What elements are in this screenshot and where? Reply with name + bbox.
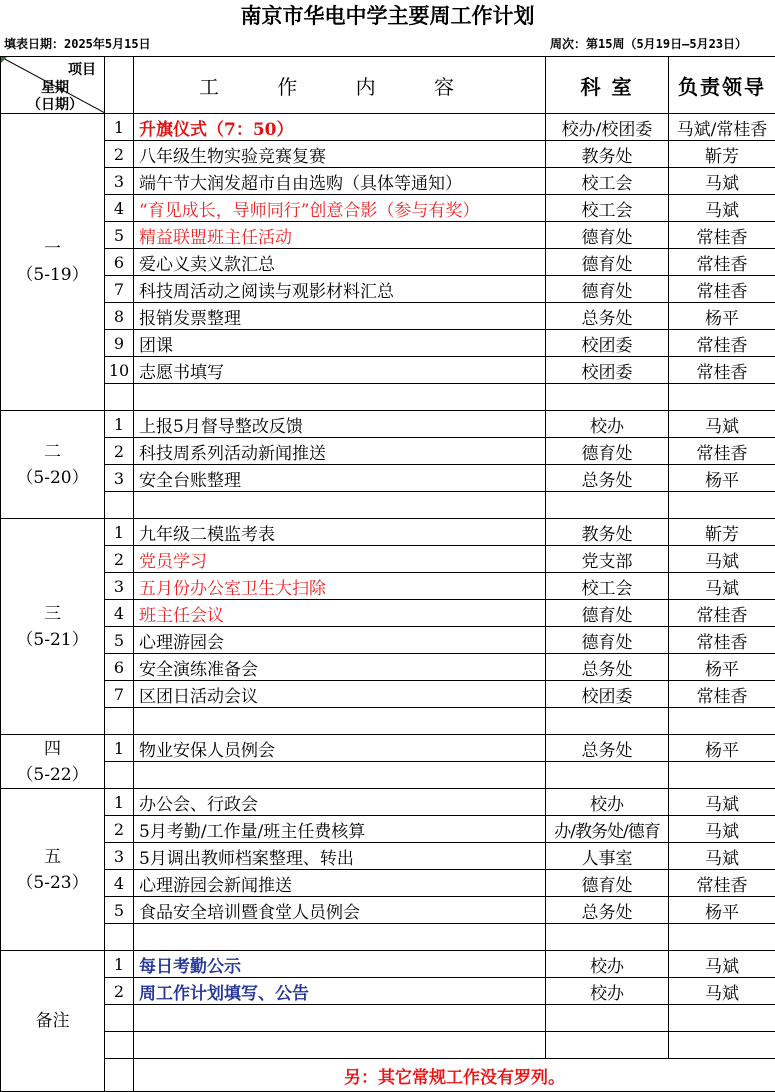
day-date: （5-23） — [1, 870, 104, 896]
row-num: 1 — [105, 519, 134, 546]
row-dept: 教务处 — [546, 519, 669, 546]
row-num: 1 — [105, 411, 134, 438]
table-row — [1, 465, 775, 492]
row-content: 心理游园会新闻推送 — [134, 870, 546, 897]
row-leader: 常桂香 — [669, 276, 775, 303]
row-leader: 常桂香 — [669, 249, 775, 276]
row-num: 10 — [105, 357, 134, 384]
row-leader: 常桂香 — [669, 600, 775, 627]
day-date: （5-21） — [1, 627, 104, 653]
row-num: 2 — [105, 816, 134, 843]
empty-row — [1, 1005, 775, 1032]
table-row — [1, 168, 775, 195]
row-num: 4 — [105, 870, 134, 897]
row-leader: 靳芳 — [669, 519, 775, 546]
row-content: 科技周系列活动新闻推送 — [134, 438, 546, 465]
row-content: 端午节大润发超市自由选购（具体等通知） — [134, 168, 546, 195]
day-name: 四 — [1, 736, 104, 762]
row-leader: 杨平 — [669, 465, 775, 492]
row-leader: 常桂香 — [669, 330, 775, 357]
row-dept: 校办 — [546, 411, 669, 438]
table-row — [1, 303, 775, 330]
table-row — [1, 978, 775, 1005]
day-cell-tue — [1, 411, 105, 519]
table-row — [1, 249, 775, 276]
header-weekday: 星期 — [41, 77, 69, 97]
empty-row — [1, 1032, 775, 1059]
footer-note: 另：其它常规工作没有罗列。 — [134, 1059, 775, 1092]
table-row — [1, 411, 775, 438]
row-leader: 马斌/常桂香 — [669, 114, 775, 141]
day-name: 一 — [1, 236, 104, 262]
row-num: 7 — [105, 681, 134, 708]
row-leader: 杨平 — [669, 897, 775, 924]
row-dept: 总务处 — [546, 897, 669, 924]
day-date: （5-22） — [1, 762, 104, 788]
row-content: 报销发票整理 — [134, 303, 546, 330]
row-num: 1 — [105, 114, 134, 141]
row-num: 6 — [105, 654, 134, 681]
row-num: 1 — [105, 951, 134, 978]
header-num — [105, 57, 134, 114]
day-cell-mon — [1, 114, 105, 411]
row-dept: 德育处 — [546, 276, 669, 303]
row-content: 升旗仪式（7：50） — [134, 114, 546, 141]
row-num: 2 — [105, 978, 134, 1005]
week-info: 周次：第15周（5月19日—5月23日） — [550, 33, 747, 55]
row-dept: 德育处 — [546, 222, 669, 249]
row-content: 物业安保人员例会 — [134, 735, 546, 762]
row-dept: 德育处 — [546, 249, 669, 276]
page-title: 南京市华电中学主要周工作计划 — [0, 0, 775, 32]
row-num: 5 — [105, 897, 134, 924]
header-date: （日期） — [27, 94, 83, 114]
row-leader: 常桂香 — [669, 681, 775, 708]
row-leader: 马斌 — [669, 546, 775, 573]
row-dept: 校办 — [546, 789, 669, 816]
row-num: 4 — [105, 600, 134, 627]
row-content: 八年级生物实验竞赛复赛 — [134, 141, 546, 168]
row-dept: 校团委 — [546, 357, 669, 384]
fill-date: 填表日期：2025年5月15日 — [4, 33, 151, 55]
table-row — [1, 681, 775, 708]
day-cell-fri — [1, 789, 105, 951]
row-dept: 校办 — [546, 951, 669, 978]
row-dept: 总务处 — [546, 465, 669, 492]
row-dept: 德育处 — [546, 600, 669, 627]
table-row — [1, 951, 775, 978]
row-dept: 德育处 — [546, 627, 669, 654]
table-row — [1, 438, 775, 465]
table-row — [1, 627, 775, 654]
row-content: 心理游园会 — [134, 627, 546, 654]
day-date: （5-20） — [1, 465, 104, 491]
table-row — [1, 654, 775, 681]
row-num: 8 — [105, 303, 134, 330]
row-dept: 教务处 — [546, 141, 669, 168]
row-content: “育见成长，导师同行”创意合影（参与有奖） — [134, 195, 546, 222]
row-dept: 德育处 — [546, 870, 669, 897]
row-num: 3 — [105, 168, 134, 195]
row-num: 1 — [105, 735, 134, 762]
table-row — [1, 114, 775, 141]
table-row — [1, 573, 775, 600]
row-dept: 德育处 — [546, 438, 669, 465]
day-name: 五 — [1, 844, 104, 870]
day-cell-thu — [1, 735, 105, 789]
day-name: 三 — [1, 601, 104, 627]
row-leader: 马斌 — [669, 843, 775, 870]
header-item: 项目 — [68, 59, 96, 79]
row-num: 2 — [105, 546, 134, 573]
table-row — [1, 222, 775, 249]
row-dept: 总务处 — [546, 654, 669, 681]
row-leader: 马斌 — [669, 789, 775, 816]
row-num: 2 — [105, 438, 134, 465]
row-content: 周工作计划填写、公告 — [134, 978, 546, 1005]
row-dept: 校工会 — [546, 573, 669, 600]
row-num: 2 — [105, 141, 134, 168]
table-row — [1, 600, 775, 627]
row-content: 区团日活动会议 — [134, 681, 546, 708]
table-row — [1, 843, 775, 870]
row-content: 5月调出教师档案整理、转出 — [134, 843, 546, 870]
table-row — [1, 195, 775, 222]
table-row — [1, 519, 775, 546]
row-content: 安全台账整理 — [134, 465, 546, 492]
header-diagonal-cell — [1, 57, 105, 114]
row-leader: 靳芳 — [669, 141, 775, 168]
table-row — [1, 546, 775, 573]
row-dept: 校团委 — [546, 681, 669, 708]
row-content: 爱心义卖义款汇总 — [134, 249, 546, 276]
table-row — [1, 897, 775, 924]
row-content: 团课 — [134, 330, 546, 357]
row-content: 食品安全培训暨食堂人员例会 — [134, 897, 546, 924]
row-leader: 马斌 — [669, 573, 775, 600]
row-num: 4 — [105, 195, 134, 222]
row-content: 九年级二模监考表 — [134, 519, 546, 546]
day-date: （5-19） — [1, 262, 104, 288]
row-leader: 常桂香 — [669, 627, 775, 654]
row-leader: 常桂香 — [669, 438, 775, 465]
row-leader: 马斌 — [669, 195, 775, 222]
header-leader: 负责领导 — [669, 57, 775, 114]
table-row — [1, 816, 775, 843]
footer-row — [1, 1059, 775, 1092]
row-leader: 马斌 — [669, 978, 775, 1005]
table-row — [1, 141, 775, 168]
row-content: 党员学习 — [134, 546, 546, 573]
table-row — [1, 789, 775, 816]
row-num: 5 — [105, 627, 134, 654]
row-num: 3 — [105, 465, 134, 492]
row-num: 9 — [105, 330, 134, 357]
header-work: 工 作 内 容 — [134, 57, 546, 114]
row-content: 安全演练准备会 — [134, 654, 546, 681]
row-leader: 杨平 — [669, 303, 775, 330]
row-leader: 马斌 — [669, 411, 775, 438]
row-content: 班主任会议 — [134, 600, 546, 627]
row-num: 1 — [105, 789, 134, 816]
row-num: 5 — [105, 222, 134, 249]
row-leader: 常桂香 — [669, 222, 775, 249]
row-num: 6 — [105, 249, 134, 276]
table-row — [1, 735, 775, 762]
row-dept: 校团委 — [546, 330, 669, 357]
empty-row — [1, 492, 775, 519]
row-dept: 校工会 — [546, 195, 669, 222]
work-plan-table — [0, 56, 775, 1092]
row-dept: 党支部 — [546, 546, 669, 573]
row-leader: 杨平 — [669, 735, 775, 762]
empty-row — [1, 762, 775, 789]
row-dept: 校工会 — [546, 168, 669, 195]
row-num: 3 — [105, 573, 134, 600]
table-row — [1, 330, 775, 357]
row-leader: 常桂香 — [669, 870, 775, 897]
row-leader: 马斌 — [669, 951, 775, 978]
row-num: 3 — [105, 843, 134, 870]
empty-row — [1, 384, 775, 411]
row-dept: 总务处 — [546, 303, 669, 330]
row-content: 科技周活动之阅读与观影材料汇总 — [134, 276, 546, 303]
row-content: 精益联盟班主任活动 — [134, 222, 546, 249]
empty-row — [1, 924, 775, 951]
row-content: 志愿书填写 — [134, 357, 546, 384]
row-leader: 马斌 — [669, 168, 775, 195]
row-dept: 总务处 — [546, 735, 669, 762]
row-content: 办公会、行政会 — [134, 789, 546, 816]
header-dept: 科 室 — [546, 57, 669, 114]
row-dept: 校办 — [546, 978, 669, 1005]
notes-cell: 备注 — [1, 951, 105, 1092]
row-content: 每日考勤公示 — [134, 951, 546, 978]
day-name: 二 — [1, 439, 104, 465]
row-leader: 马斌 — [669, 816, 775, 843]
row-dept: 办/教务处/德育 — [546, 816, 669, 843]
row-content: 上报5月督导整改反馈 — [134, 411, 546, 438]
row-dept: 人事室 — [546, 843, 669, 870]
row-dept: 校办/校团委 — [546, 114, 669, 141]
table-row — [1, 276, 775, 303]
table-row — [1, 357, 775, 384]
table-row — [1, 870, 775, 897]
row-leader: 常桂香 — [669, 357, 775, 384]
row-content: 5月考勤/工作量/班主任费核算 — [134, 816, 546, 843]
header-row — [1, 57, 775, 114]
row-leader: 杨平 — [669, 654, 775, 681]
row-num: 7 — [105, 276, 134, 303]
row-content: 五月份办公室卫生大扫除 — [134, 573, 546, 600]
empty-row — [1, 708, 775, 735]
day-cell-wed — [1, 519, 105, 735]
